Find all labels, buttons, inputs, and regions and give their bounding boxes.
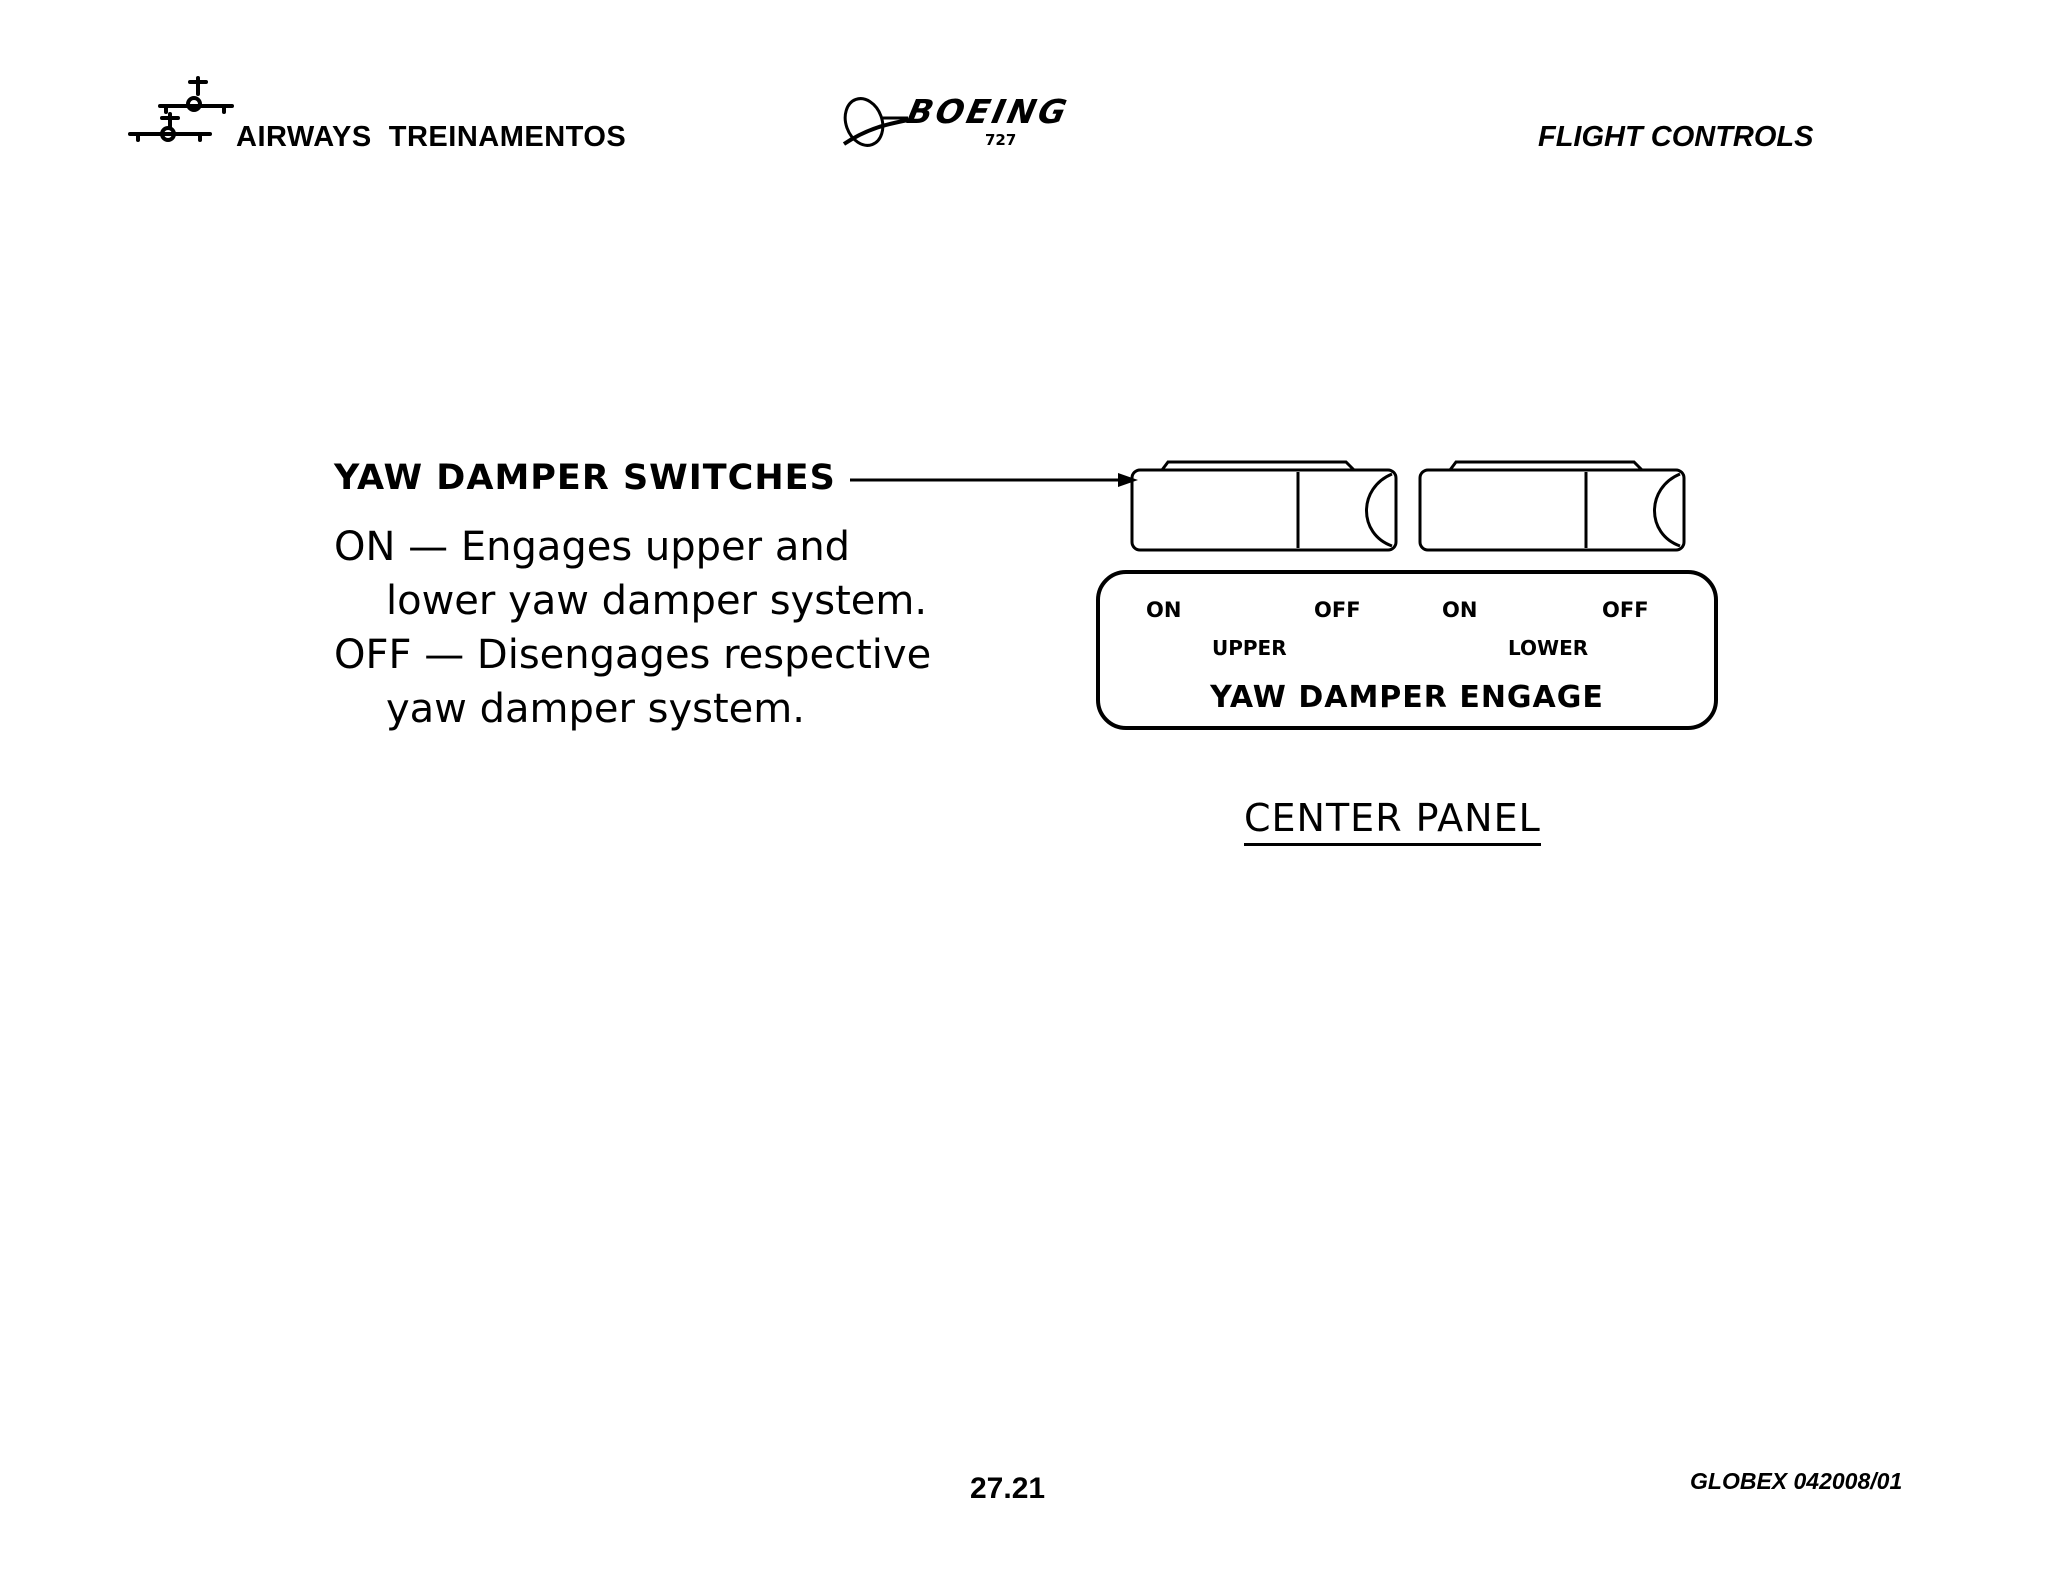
section-title: FLIGHT CONTROLS [1538, 121, 1814, 153]
upper-on-label: ON [1146, 598, 1182, 622]
boeing-wordmark: BOEING [903, 92, 1073, 131]
callout-arrow-icon [850, 470, 1140, 490]
switches-heading: YAW DAMPER SWITCHES [334, 458, 836, 498]
off-description-line-1: OFF — Disengages respective [334, 632, 932, 678]
lower-yaw-damper-switch[interactable] [1416, 458, 1688, 554]
center-panel-caption: CENTER PANEL [1244, 796, 1541, 846]
document-code: GLOBEX 042008/01 [1690, 1468, 1903, 1494]
on-description-line-2: lower yaw damper system. [386, 578, 928, 624]
company-name: AIRWAYS TREINAMENTOS [236, 121, 627, 153]
yaw-damper-engage-panel [1096, 570, 1718, 730]
lower-on-label: ON [1442, 598, 1478, 622]
page-number: 27.21 [970, 1472, 1046, 1505]
upper-yaw-damper-switch[interactable] [1128, 458, 1400, 554]
upper-label: UPPER [1212, 636, 1287, 660]
aircraft-model: 727 [985, 131, 1017, 149]
off-description-line-2: yaw damper system. [386, 686, 805, 732]
lower-label: LOWER [1508, 636, 1589, 660]
on-description-line-1: ON — Engages upper and [334, 524, 851, 570]
lower-off-label: OFF [1602, 598, 1649, 622]
upper-off-label: OFF [1314, 598, 1361, 622]
airways-logo-icon [128, 72, 238, 152]
engage-label: YAW DAMPER ENGAGE [1210, 680, 1604, 715]
